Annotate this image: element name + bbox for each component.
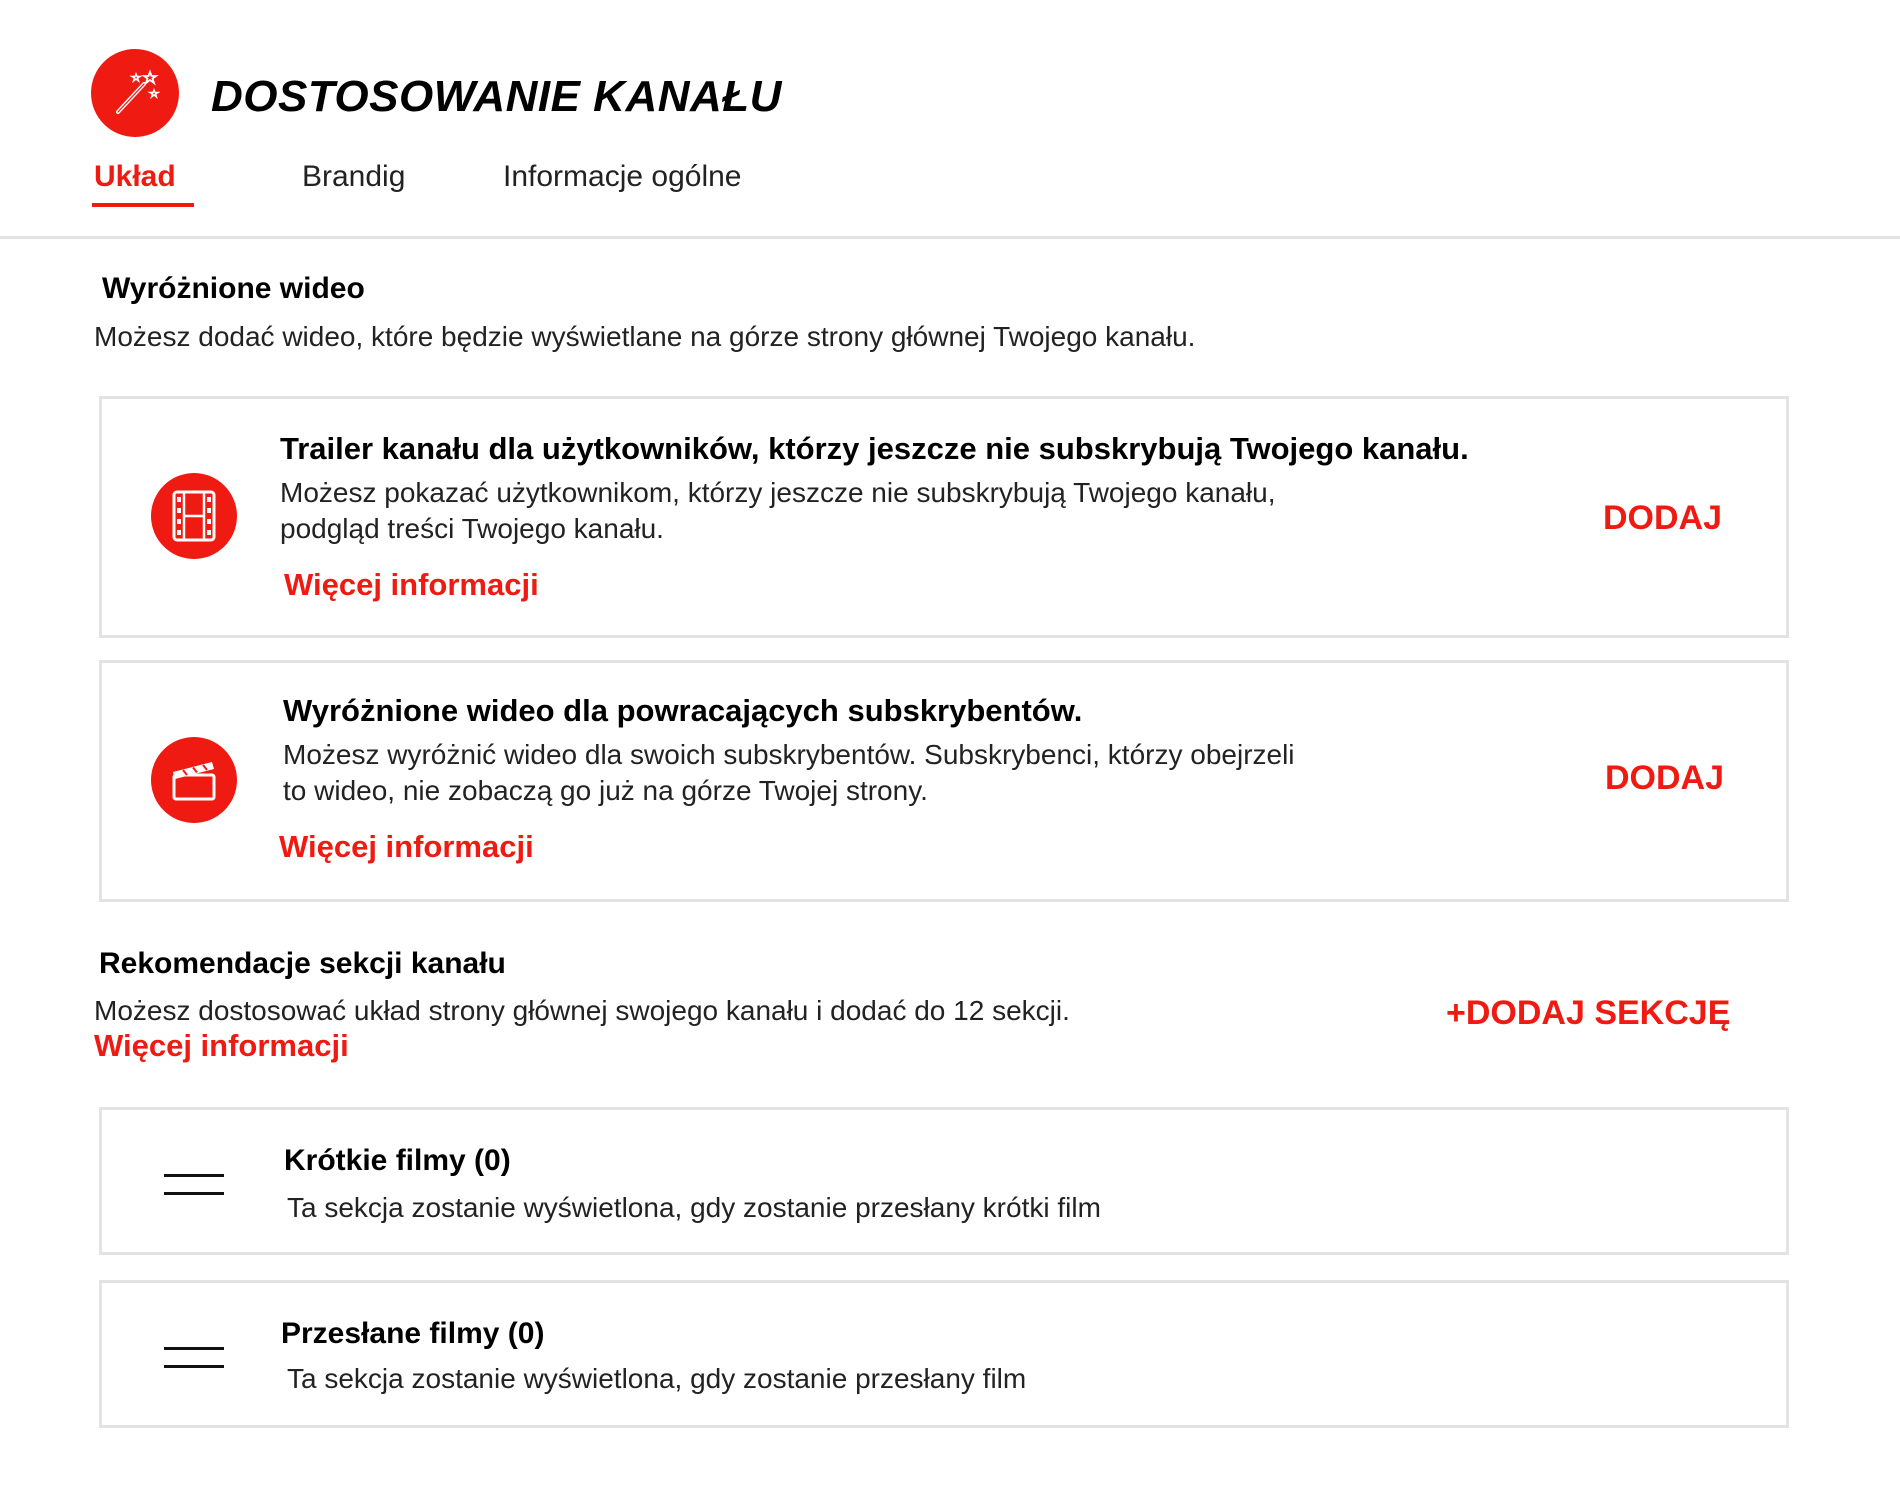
tab-brandig[interactable]: Brandig (302, 160, 406, 193)
more-info-link[interactable]: Więcej informacji (284, 567, 539, 602)
section-row-title: Krótkie filmy (0) (284, 1144, 511, 1177)
sections-more-info-link[interactable]: Więcej informacji (94, 1028, 349, 1063)
section-row-description: Ta sekcja zostanie wyświetlona, gdy zostanie przesłany krótki film (287, 1192, 1101, 1223)
card-title: Trailer kanału dla użytkowników, którzy jeszcze nie subskrybują Twojego kanału. (280, 431, 1469, 466)
returning-subscribers-card (99, 660, 1789, 902)
section-row (99, 1107, 1789, 1255)
sections-description: Możesz dostosować układ strony głównej swojego kanału i dodać do 12 sekcji. (94, 995, 1070, 1026)
section-row-title: Przesłane filmy (0) (281, 1317, 545, 1350)
card-description-line: Możesz pokazać użytkownikom, którzy jeszcze nie subskrybują Twojego kanału, (280, 477, 1276, 508)
card-description-line: to wideo, nie zobaczą go już na górze Twojej strony. (283, 775, 928, 806)
drag-handle-icon[interactable] (164, 1174, 224, 1198)
header-divider (0, 236, 1900, 239)
card-description-line: podgląd treści Twojego kanału. (280, 513, 664, 544)
clapperboard-icon (151, 737, 237, 823)
film-strip-icon (151, 473, 237, 559)
add-section-button[interactable]: +DODAJ SEKCJĘ (1446, 994, 1731, 1032)
add-featured-video-button[interactable]: DODAJ (1605, 759, 1725, 797)
section-row (99, 1280, 1789, 1428)
more-info-link[interactable]: Więcej informacji (279, 829, 534, 864)
featured-section-title: Wyróżnione wideo (102, 272, 365, 305)
sections-title: Rekomendacje sekcji kanału (99, 947, 506, 980)
tab-uklad[interactable]: Układ (94, 160, 176, 193)
tab-informacje-ogolne[interactable]: Informacje ogólne (503, 160, 742, 193)
card-title: Wyróżnione wideo dla powracających subskrybentów. (283, 693, 1083, 728)
active-tab-indicator (92, 203, 194, 207)
add-trailer-button[interactable]: DODAJ (1603, 499, 1723, 537)
section-row-description: Ta sekcja zostanie wyświetlona, gdy zostanie przesłany film (287, 1363, 1027, 1394)
card-description-line: Możesz wyróżnić wideo dla swoich subskrybentów. Subskrybenci, którzy obejrzeli (283, 739, 1295, 770)
drag-handle-icon[interactable] (164, 1347, 224, 1371)
card-description (283, 737, 1483, 809)
featured-section-description: Możesz dodać wideo, które będzie wyświetlane na górze strony głównej Twojego kanału. (94, 321, 1196, 352)
magic-wand-icon (91, 49, 179, 137)
channel-trailer-card (99, 396, 1789, 638)
card-description (280, 475, 1460, 547)
page-title: DOSTOSOWANIE KANAŁU (211, 72, 782, 121)
